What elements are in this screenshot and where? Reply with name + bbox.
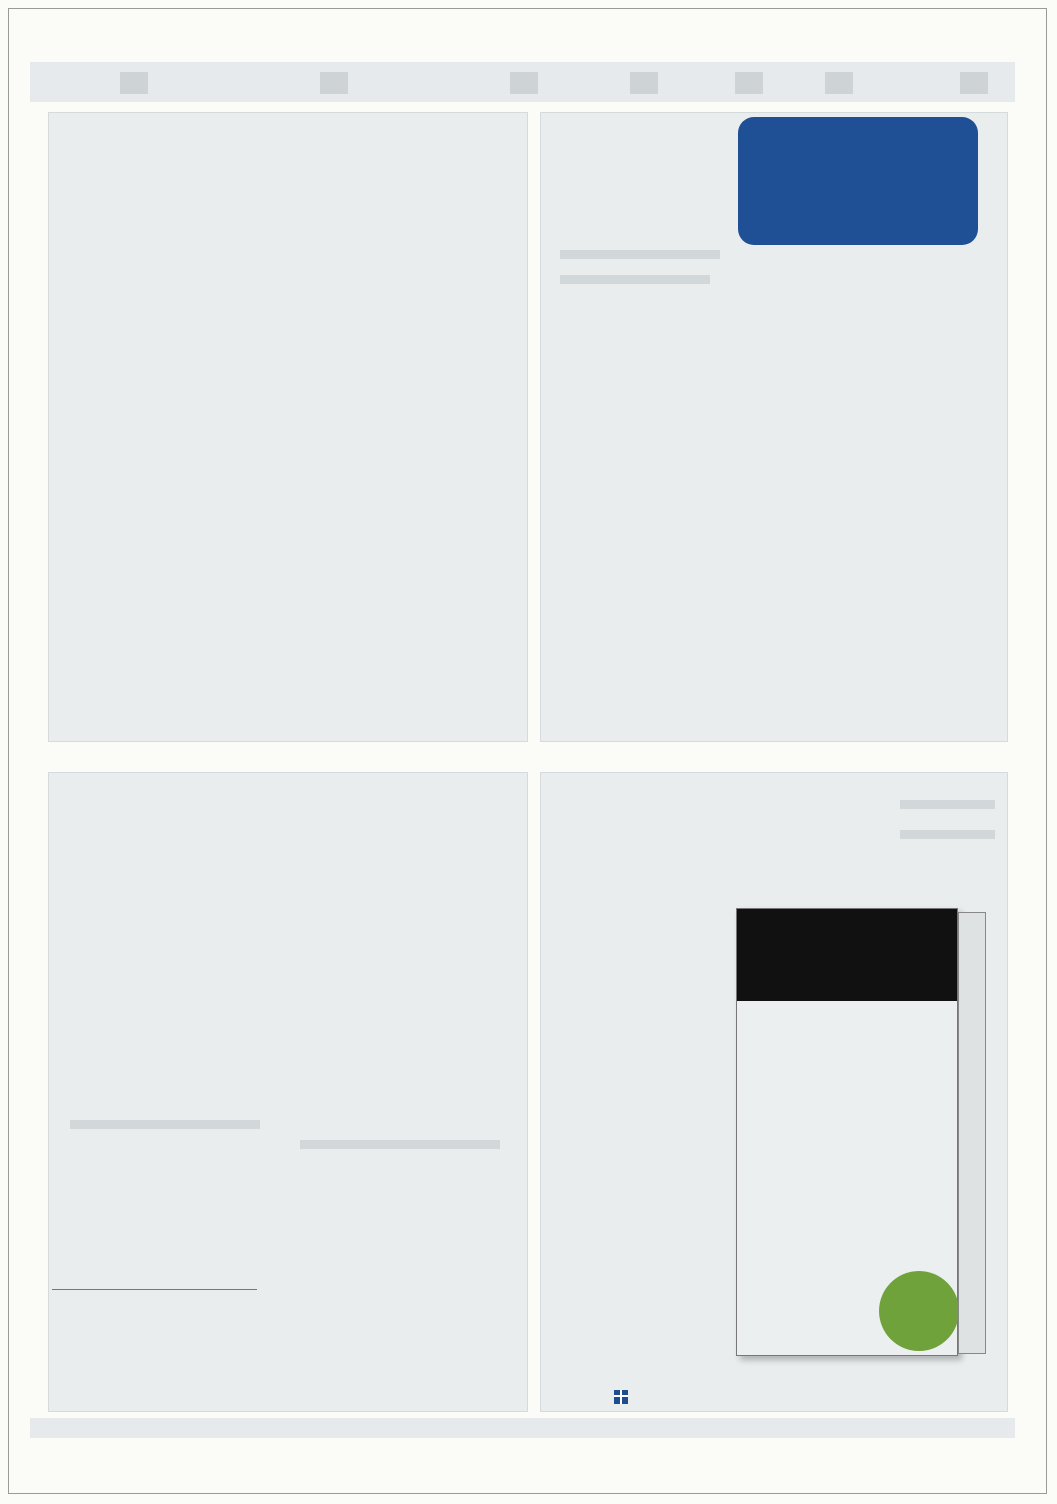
background-line	[900, 800, 995, 809]
background-chip	[510, 72, 538, 94]
background-ad-panel	[48, 772, 528, 1412]
review-header-box	[738, 117, 978, 245]
gift-icon	[614, 1390, 628, 1404]
background-chip	[960, 72, 988, 94]
background-chip	[825, 72, 853, 94]
background-line	[900, 830, 995, 839]
background-chip	[630, 72, 658, 94]
background-footer-band	[30, 1418, 1015, 1438]
background-chip	[735, 72, 763, 94]
background-line	[560, 275, 710, 284]
background-chip	[320, 72, 348, 94]
book-spine	[958, 912, 986, 1354]
background-line	[70, 1120, 260, 1129]
background-line	[560, 250, 720, 259]
background-ad-panel	[48, 112, 528, 742]
background-chip	[120, 72, 148, 94]
book-cover-badge	[879, 1271, 959, 1351]
profile-rule	[52, 1289, 257, 1290]
background-line	[300, 1140, 500, 1149]
book-cover-title-band	[737, 909, 957, 1001]
book-cover	[736, 908, 958, 1356]
